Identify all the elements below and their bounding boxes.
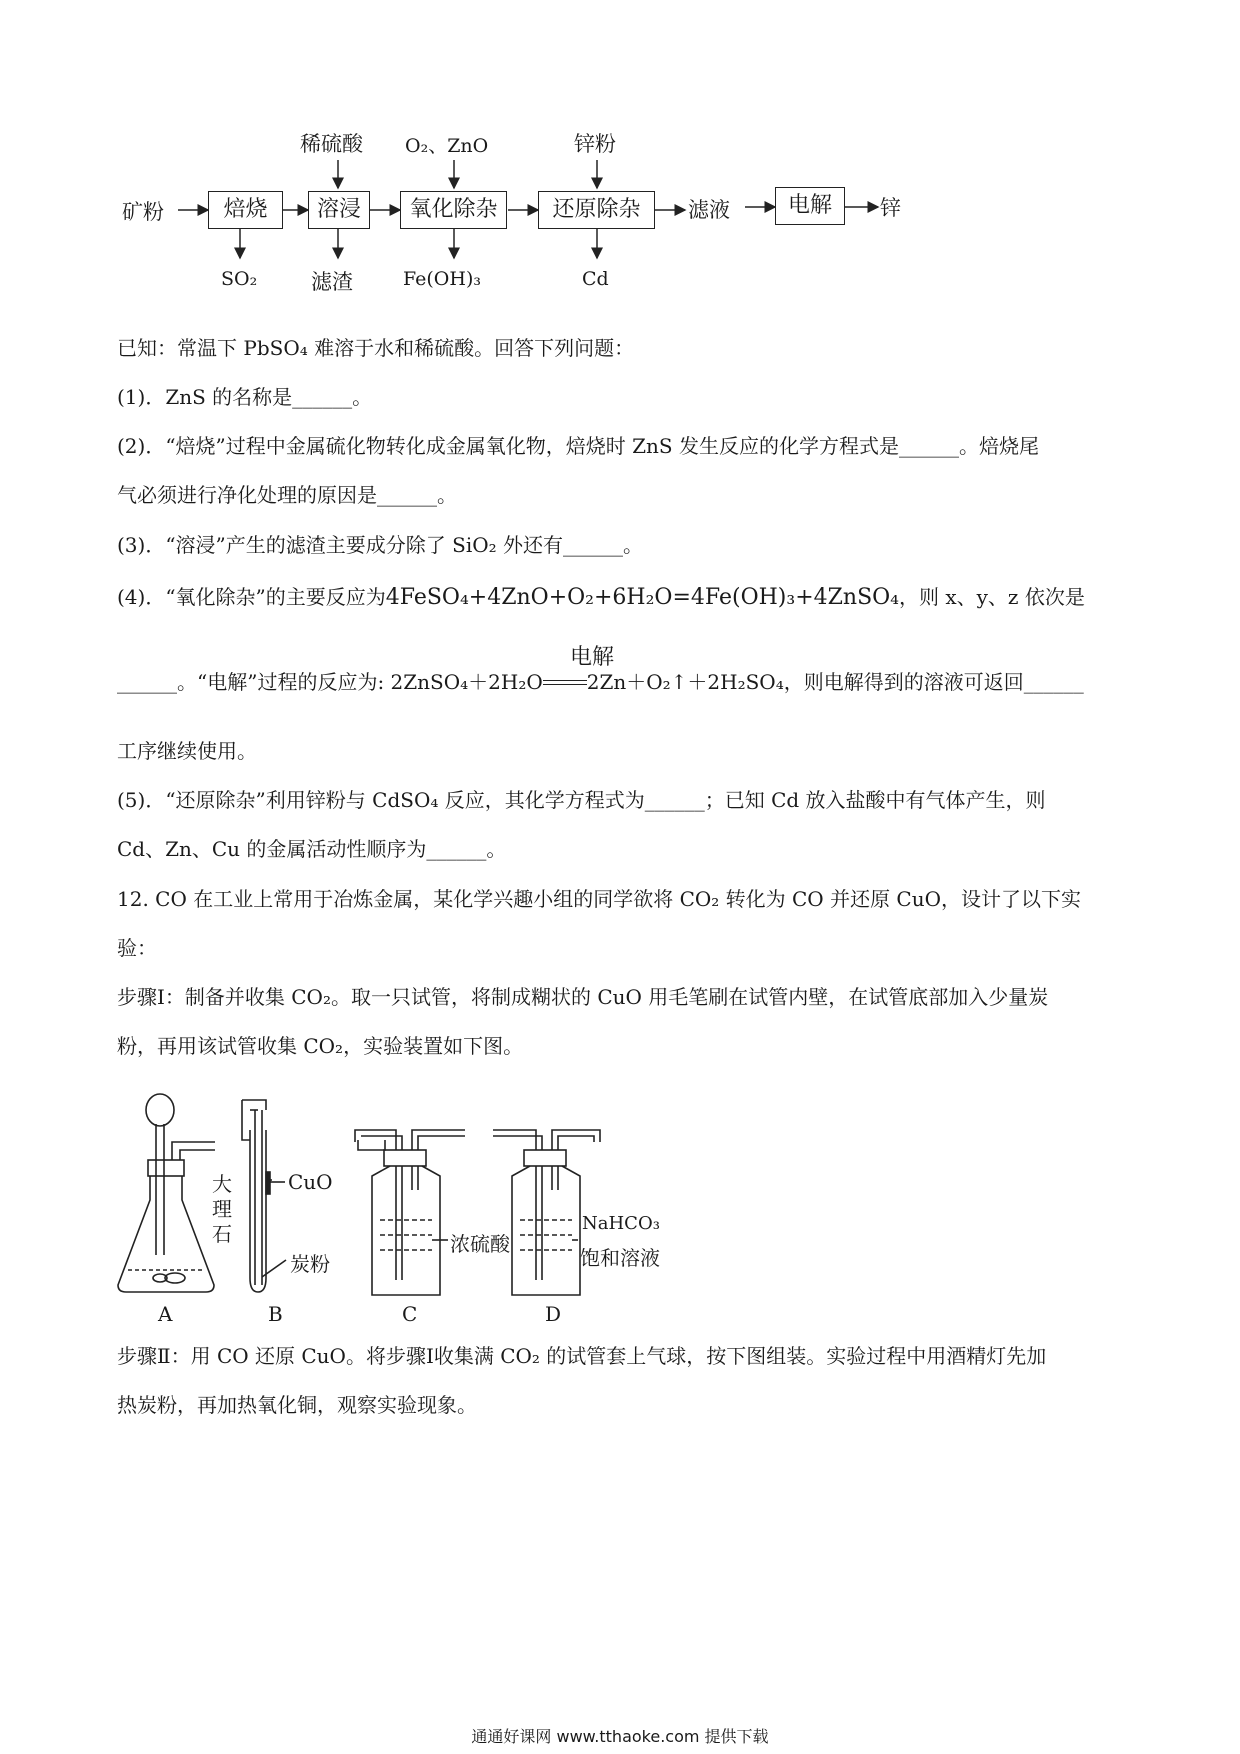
- question-4-line-1: [117, 583, 1127, 612]
- q4-electrolysis-prefix: ______。“电解”过程的反应为: 2ZnSO₄＋2H₂O: [117, 670, 543, 694]
- question-5-line-1: (5)．“还原除杂”利用锌粉与 CdSO₄ 反应，其化学方程式为______；已知 Cd 放入盐酸中有气体产生，则: [117, 788, 1046, 812]
- flow-box-electrolysis: 电解: [775, 187, 845, 225]
- flow-output-residue: 滤渣: [311, 270, 353, 294]
- question-12-line-2: 验：: [117, 936, 157, 960]
- step-1-line-2: 粉，再用该试管收集 CO₂，实验装置如下图。: [117, 1034, 524, 1058]
- flow-box-leaching: 溶浸: [308, 191, 370, 229]
- question-12-line-1: 12. CO 在工业上常用于冶炼金属，某化学兴趣小组的同学欲将 CO₂ 转化为 CO 并还原 CuO，设计了以下实: [117, 887, 1082, 911]
- apparatus-label-b: B: [268, 1302, 283, 1326]
- flow-box-reduction-purification: 还原除杂: [538, 191, 655, 229]
- flow-input-o2-zno: O₂、ZnO: [405, 135, 489, 157]
- q4-equation: 4FeSO₄+4ZnO+O₂+6H₂O=4Fe(OH)₃+4ZnSO₄: [385, 585, 899, 610]
- flowchart-arrows: [0, 0, 1240, 300]
- marble-label-2: 理: [212, 1197, 232, 1221]
- step-2-line-1: 步骤Ⅱ：用 CO 还原 CuO。将步骤Ⅰ收集满 CO₂ 的试管套上气球，按下图组装。实验过程中用酒精灯先加: [117, 1344, 1047, 1368]
- marble-label-1: 大: [212, 1172, 232, 1196]
- flow-filtrate: 滤液: [688, 198, 730, 222]
- question-4-line-2: [117, 668, 1127, 696]
- page-footer: 通通好课网 www.tthaoke.com 提供下载: [471, 1727, 769, 1746]
- apparatus-drawing: [0, 1080, 1240, 1320]
- question-2-line-1: (2)．“焙烧”过程中金属硫化物转化成金属氧化物，焙烧时 ZnS 发生反应的化学方程式是______。焙烧尾: [117, 434, 1039, 458]
- apparatus-label-c: C: [402, 1302, 418, 1326]
- question-1: (1)．ZnS 的名称是______。: [117, 385, 373, 409]
- flow-end-zinc: 锌: [880, 196, 901, 220]
- question-5-line-2: Cd、Zn、Cu 的金属活动性顺序为______。: [117, 837, 507, 861]
- apparatus-label-a: A: [158, 1302, 173, 1326]
- nahco3-label: NaHCO₃: [582, 1213, 660, 1234]
- q4-electrolysis-suffix: 2Zn＋O₂↑＋2H₂SO₄，则电解得到的溶液可返回______: [586, 670, 1084, 694]
- question-3: (3)．“溶浸”产生的滤渣主要成分除了 SiO₂ 外还有______。: [117, 533, 644, 557]
- step-2-line-2: 热炭粉，再加热氧化铜，观察实验现象。: [117, 1393, 477, 1417]
- flow-output-so2: SO₂: [221, 268, 258, 290]
- question-2-line-2: 气必须进行净化处理的原因是______。: [117, 483, 457, 507]
- conc-sulfuric-acid-label: 浓硫酸: [450, 1232, 510, 1256]
- known-statement: 已知：常温下 PbSO₄ 难溶于水和稀硫酸。回答下列问题：: [117, 336, 635, 360]
- carbon-powder-label: 炭粉: [290, 1252, 330, 1276]
- marble-label-3: 石: [212, 1222, 232, 1246]
- flow-start-ore-powder: 矿粉: [122, 200, 164, 224]
- flow-output-cd: Cd: [582, 268, 609, 290]
- equals-sign: [543, 680, 587, 685]
- question-4-line-3: 工序继续使用。: [117, 739, 257, 763]
- q4-prefix: (4)．“氧化除杂”的主要反应为: [117, 585, 386, 609]
- flow-input-zinc-powder: 锌粉: [574, 132, 616, 156]
- flow-box-oxidation-purification: 氧化除杂: [400, 191, 507, 229]
- flow-input-dilute-acid: 稀硫酸: [300, 132, 363, 156]
- cuo-label: CuO: [288, 1170, 333, 1194]
- flow-box-roasting: 焙烧: [208, 191, 283, 229]
- flow-output-feoh3: Fe(OH)₃: [403, 268, 481, 290]
- electrolysis-condition: 电解: [570, 645, 615, 670]
- saturated-solution-label: 饱和溶液: [580, 1246, 660, 1270]
- step-1-line-1: 步骤Ⅰ：制备并收集 CO₂。取一只试管，将制成糊状的 CuO 用毛笔刷在试管内壁，在试管底部加入少量炭: [117, 985, 1049, 1009]
- apparatus-label-d: D: [545, 1302, 562, 1326]
- q4-suffix: ，则 x、y、z 依次是: [899, 585, 1085, 609]
